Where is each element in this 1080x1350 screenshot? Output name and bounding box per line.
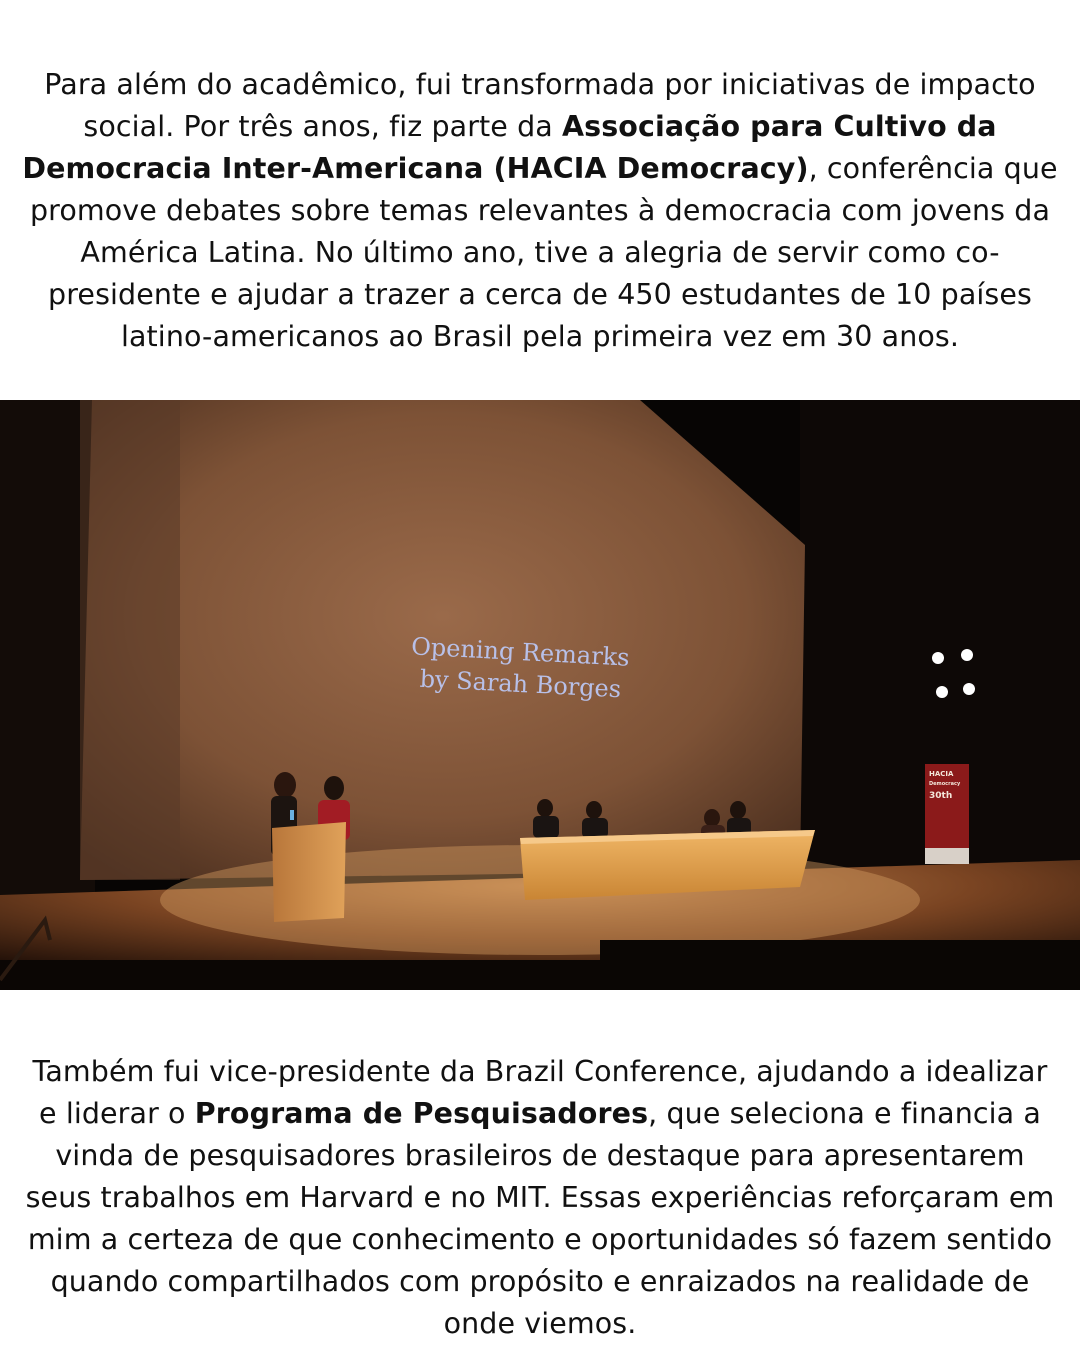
hacia-banner	[925, 764, 969, 864]
intro-text-start: Para além do acadêmico, fui transformada por iniciativas de impacto social. Por três anos, fiz parte da	[44, 67, 1036, 143]
intro-paragraph	[20, 64, 1060, 358]
podium	[272, 822, 346, 922]
researchers-program-highlight: Programa de Pesquisadores	[194, 1096, 649, 1130]
intro-text-end: , conferência que promove debates sobre temas relevantes à democracia com jovens da América Latina. No último ano, tive a alegria de servir como co-presidente e ajudar a trazer a cerca de 450 estudantes de 10 países latino-americanos ao Brasil pela primeira vez em 30 anos.	[29, 151, 1058, 353]
closing-paragraph	[20, 1051, 1060, 1345]
banner-subtitle: Democracy	[929, 781, 961, 787]
closing-text-end: , que seleciona e financia a vinda de pesquisadores brasileiros de destaque para apresentarem seus trabalhos em Harvard e no MIT. Essas experiências reforçaram em mim a certeza de que conhecimento e oportunidades só fazem sentido quando compartilhados com propósito e enraizados na realidade de onde viemos.	[25, 1096, 1055, 1340]
banner-title: HACIA	[929, 770, 954, 778]
hacia-democracy-highlight: Associação para Cultivo da Democracia Inter-Americana (HACIA Democracy)	[22, 109, 997, 185]
banner-edition: 30th	[929, 791, 953, 801]
slide-presenter: by Sarah Borges	[419, 664, 622, 704]
conference-stage-photo	[0, 400, 1080, 990]
slide-title: Opening Remarks	[410, 632, 631, 672]
closing-text-start: Também fui vice-presidente da Brazil Conference, ajudando a idealizar e liderar o	[32, 1054, 1048, 1130]
